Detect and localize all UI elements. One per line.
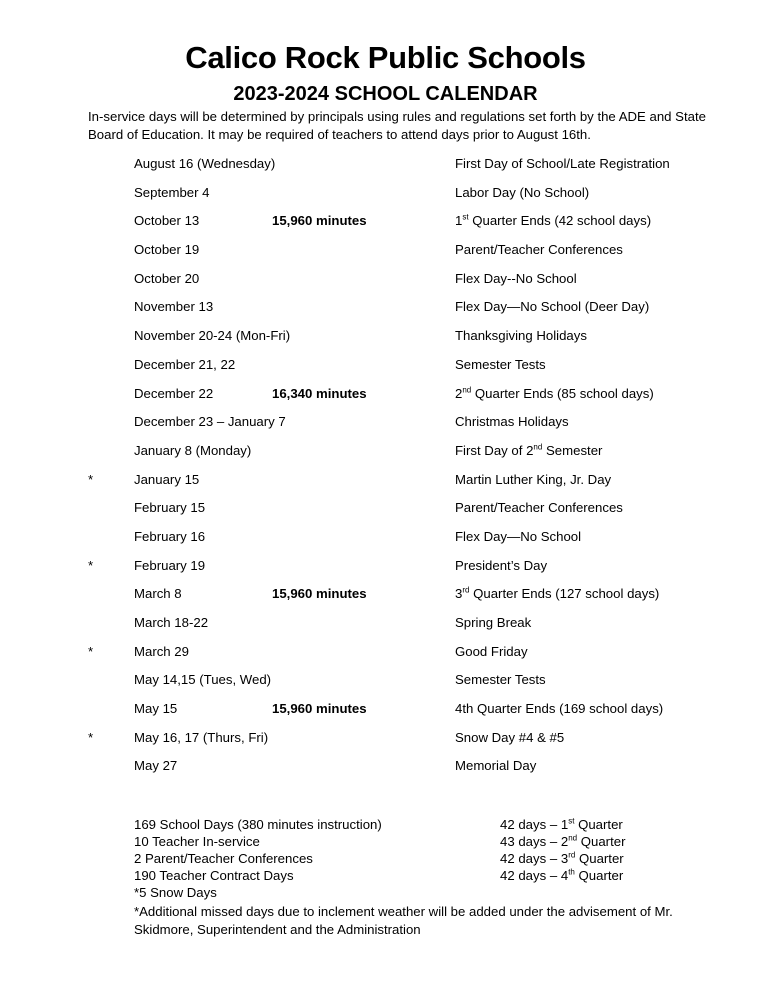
calendar-event-row [0, 412, 771, 441]
calendar-event-row [0, 556, 771, 585]
event-description: Christmas Holidays [455, 414, 569, 430]
makeup-day-asterisk: * [88, 643, 94, 659]
calendar-event-row [0, 183, 771, 212]
event-date: August 16 (Wednesday) [134, 156, 276, 171]
event-description: Semester Tests [455, 356, 546, 372]
quarter-days-line [500, 850, 625, 867]
ordinal-suffix: nd [462, 385, 472, 395]
event-text: 2 [455, 385, 463, 401]
event-description: Flex Day—No School (Deer Day) [455, 299, 650, 315]
event-description: 4th Quarter Ends (169 school days) [455, 701, 664, 717]
ordinal-suffix: rd [462, 585, 470, 595]
event-date: January 8 (Monday) [134, 442, 252, 458]
calendar-event-row [0, 584, 771, 613]
event-text: Quarter Ends (85 school days) [471, 385, 654, 401]
event-date: December 23 – January 7 [134, 414, 286, 430]
ordinal-suffix: nd [568, 833, 578, 843]
quarter-days-text: 43 days – 2 [500, 834, 569, 849]
calendar-event-row [0, 498, 771, 527]
event-description: Thanksgiving Holidays [455, 328, 587, 344]
event-description: Spring Break [455, 615, 532, 630]
event-description: Flex Day—No School [455, 528, 582, 544]
event-description: Memorial Day [455, 758, 537, 774]
quarter-days-line [500, 816, 625, 833]
event-date: March 18-22 [134, 615, 209, 630]
quarter-days-line [500, 867, 625, 884]
event-date: February 15 [134, 500, 206, 516]
calendar-event-row [0, 154, 771, 183]
event-date: December 21, 22 [134, 356, 236, 372]
event-description: Parent/Teacher Conferences [455, 500, 623, 516]
calendar-event-row [0, 326, 771, 355]
makeup-day-asterisk: * [88, 557, 94, 573]
calendar-event-row [0, 613, 771, 642]
calendar-event-row [0, 240, 771, 269]
weather-note: *Additional missed days due to inclement weather will be added under the advisement of Mr. Skidmore, Superintendent and the Administration [134, 904, 673, 937]
calendar-event-row [0, 355, 771, 384]
event-date: February 19 [134, 557, 206, 573]
calendar-event-row [0, 441, 771, 470]
quarter-days-text: 42 days – 1 [500, 817, 569, 832]
event-date: May 15 [134, 701, 178, 717]
event-description: First Day of School/Late Registration [455, 156, 670, 171]
summary-line: 169 School Days (380 minutes instruction) [134, 817, 382, 832]
event-date: May 27 [134, 758, 178, 774]
makeup-day-asterisk: * [88, 471, 94, 487]
event-description: Labor Day (No School) [455, 184, 590, 200]
event-date: March 29 [134, 643, 189, 659]
quarter-days-column [500, 816, 625, 884]
event-text: Quarter Ends (42 school days) [468, 213, 652, 229]
quarter-days-text: Quarter [575, 851, 624, 866]
summary-line: 10 Teacher In-service [134, 834, 260, 849]
summary-line: *5 Snow Days [134, 885, 217, 900]
calendar-subtitle: 2023-2024 SCHOOL CALENDAR [233, 83, 538, 105]
calendar-event-row [0, 297, 771, 326]
summary-line: 2 Parent/Teacher Conferences [134, 851, 313, 866]
quarter-days-text: Quarter [574, 817, 623, 832]
page-title: Calico Rock Public Schools [185, 40, 586, 75]
calendar-event-row [0, 728, 771, 757]
calendar-event-row [0, 384, 771, 413]
event-description: Martin Luther King, Jr. Day [455, 471, 612, 487]
quarter-days-line [500, 833, 625, 850]
event-date: January 15 [134, 471, 200, 487]
event-text: 3 [455, 586, 463, 602]
intro-paragraph: In-service days will be determined by principals using rules and regulations set forth by the ADE and State Board of Education. It may be required of teachers to attend days prior to August 16th. [88, 109, 706, 142]
makeup-day-asterisk: * [88, 729, 94, 745]
event-description: Semester Tests [455, 672, 546, 688]
event-date: October 20 [134, 270, 200, 286]
calendar-event-row [0, 670, 771, 699]
calendar-event-row [0, 756, 771, 785]
calendar-event-row [0, 642, 771, 671]
calendar-event-row [0, 211, 771, 240]
event-description [455, 441, 602, 461]
event-date: March 8 [134, 586, 182, 602]
quarter-minutes: 15,960 minutes [272, 586, 367, 602]
ordinal-suffix: rd [568, 850, 576, 860]
ordinal-suffix: nd [533, 442, 543, 452]
event-text: Quarter Ends (127 school days) [469, 586, 660, 602]
event-date: February 16 [134, 528, 206, 544]
ordinal-suffix: st [568, 816, 575, 826]
ordinal-suffix: st [462, 212, 469, 222]
calendar-event-row [0, 699, 771, 728]
event-description: President’s Day [455, 557, 548, 573]
quarter-days-text: 42 days – 3 [500, 851, 569, 866]
event-date: December 22 [134, 385, 214, 401]
quarter-days-text: 42 days – 4 [500, 868, 569, 883]
quarter-minutes: 15,960 minutes [272, 701, 367, 717]
event-description: Parent/Teacher Conferences [455, 242, 623, 258]
event-description: Flex Day--No School [455, 270, 577, 286]
calendar-event-row [0, 269, 771, 298]
summary-left-column [134, 816, 382, 901]
event-text: First Day of 2 [455, 442, 534, 458]
event-date: May 14,15 (Tues, Wed) [134, 672, 272, 688]
event-date: October 19 [134, 242, 200, 258]
event-date: November 13 [134, 299, 214, 315]
event-description [455, 211, 651, 231]
calendar-event-row [0, 527, 771, 556]
event-description [455, 384, 654, 404]
calendar-events-list [0, 154, 771, 785]
quarter-days-text: Quarter [577, 834, 626, 849]
calendar-event-row [0, 470, 771, 499]
event-text: Semester [542, 442, 603, 458]
quarter-days-text: Quarter [574, 868, 624, 883]
event-date: September 4 [134, 184, 210, 200]
ordinal-suffix: th [568, 867, 575, 877]
summary-line: 190 Teacher Contract Days [134, 868, 294, 883]
event-text: 1 [455, 213, 463, 229]
event-description: Good Friday [455, 643, 528, 659]
quarter-minutes: 15,960 minutes [272, 213, 367, 229]
event-date: May 16, 17 (Thurs, Fri) [134, 729, 269, 745]
event-description [455, 584, 659, 604]
event-description: Snow Day #4 & #5 [455, 729, 565, 745]
quarter-minutes: 16,340 minutes [272, 385, 367, 401]
event-date: November 20-24 (Mon-Fri) [134, 328, 291, 344]
event-date: October 13 [134, 213, 200, 229]
